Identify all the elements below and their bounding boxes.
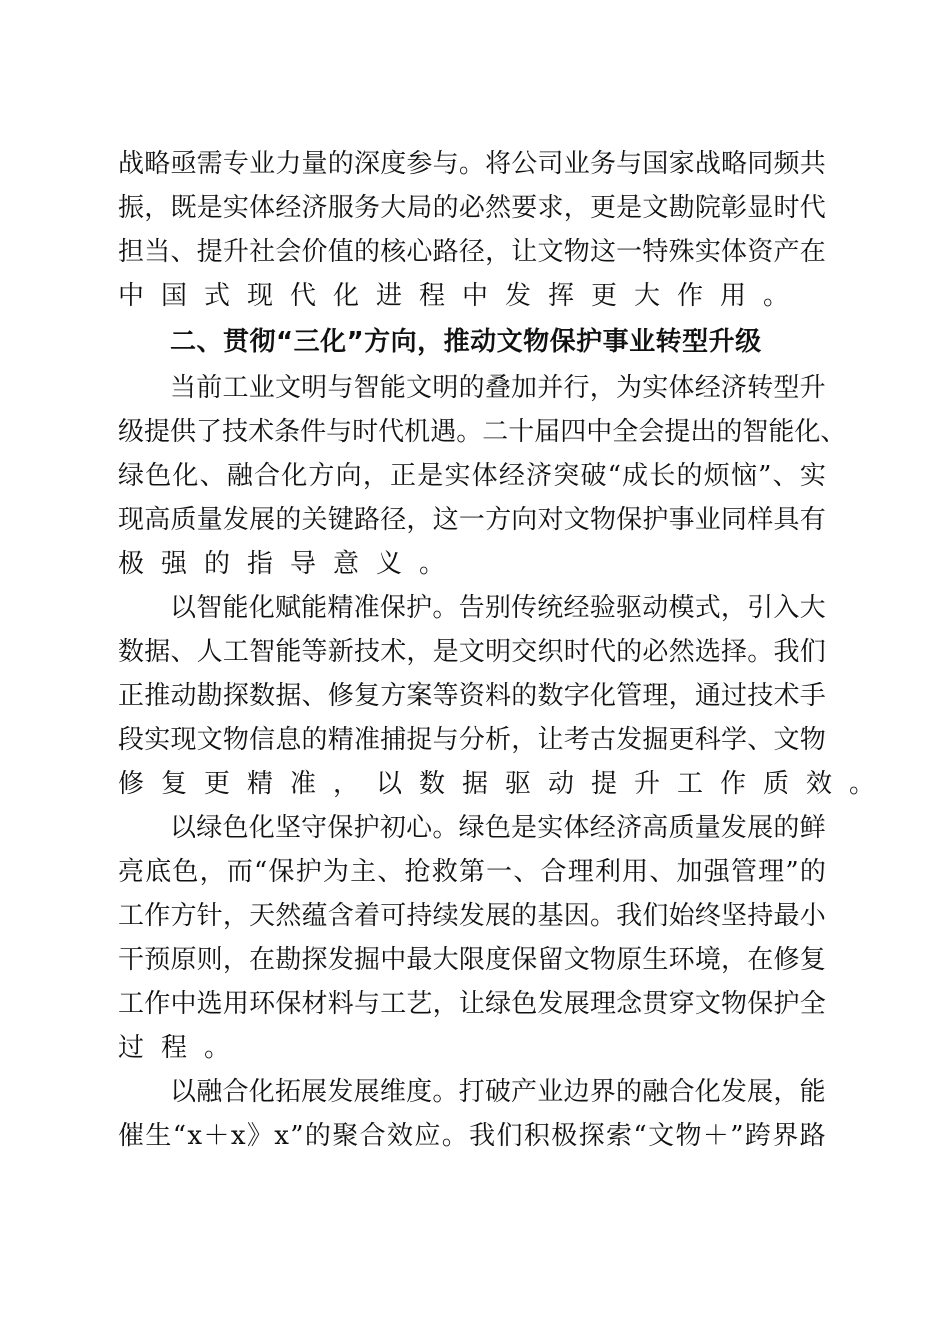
text-line: 数 据 、 人 工 智 能 等 新 技 术 ， 是 文 明 交 织 时 代 的 必 然 选 择 。 我 们 bbox=[118, 637, 826, 667]
paragraph-integration bbox=[118, 1070, 826, 1158]
paragraph-intro-three-directions bbox=[118, 366, 847, 586]
text-line: 修复更精准，以数据驱动提升工作质效。 bbox=[118, 769, 893, 799]
text-line: 现 高 质 量 发 展 的 关 键 路 径 ， 这 一 方 向 对 文 物 保 护 事 业 同 样 具 有 bbox=[118, 505, 826, 535]
paragraph-strategy-continuation bbox=[118, 142, 826, 318]
text-line: 工 作 方 针 ， 天 然 蕴 含 着 可 持 续 发 展 的 基 因 。 我 们 始 终 坚 持 最 小 bbox=[118, 901, 826, 931]
text-line: 正 推 动 勘 探 数 据 、 修 复 方 案 等 资 料 的 数 字 化 管 理 ， 通 过 技 术 手 bbox=[118, 681, 826, 711]
text-line: 亮 底 色 ， 而 “ 保 护 为 主 、 抢 救 第 一 、 合 理 利 用 、 加 强 管 理 ” 的 bbox=[118, 857, 826, 887]
text-line: 催 生 “ x ＋ x 》 x ” 的 聚 合 效 应 。 我 们 积 极 探 索 “ 文 物 ＋ ” 跨 界 路 bbox=[118, 1121, 826, 1151]
text-line: 级 提 供 了 技 术 条 件 与 时 代 机 遇 。 二 十 届 四 中 全 会 提 出 的 智 能 化 、 bbox=[118, 417, 847, 447]
text-line: 战 略 亟 需 专 业 力 量 的 深 度 参 与 。 将 公 司 业 务 与 国 家 战 略 同 频 共 bbox=[118, 149, 826, 179]
paragraph-intelligent bbox=[118, 586, 893, 806]
text-line: 中国式现代化进程中发挥更大作用。 bbox=[118, 281, 807, 311]
paragraph-green bbox=[118, 806, 826, 1070]
text-line: 干 预 原 则 ， 在 勘 探 发 掘 中 最 大 限 度 保 留 文 物 原 生 环 境 ， 在 修 复 bbox=[118, 945, 826, 975]
text-line: 工 作 中 选 用 环 保 材 料 与 工 艺 ， 让 绿 色 发 展 理 念 贯 穿 文 物 保 护 全 bbox=[118, 989, 826, 1019]
text-line: 以 绿 色 化 坚 守 保 护 初 心 。 绿 色 是 实 体 经 济 高 质 量 发 展 的 鲜 bbox=[170, 813, 826, 843]
document-page bbox=[118, 142, 893, 1158]
text-line: 担 当 、 提 升 社 会 价 值 的 核 心 路 径 ， 让 文 物 这 一 特 殊 实 体 资 产 在 bbox=[118, 237, 826, 267]
section-heading: 二、贯彻“三化”方向，推动文物保护事业转型升级 bbox=[170, 327, 762, 357]
text-line: 当 前 工 业 文 明 与 智 能 文 明 的 叠 加 并 行 ， 为 实 体 经 济 转 型 升 bbox=[170, 373, 826, 403]
text-line: 过程。 bbox=[118, 1033, 248, 1063]
text-line: 振 ， 既 是 实 体 经 济 服 务 大 局 的 必 然 要 求 ， 更 是 文 勘 院 彰 显 时 代 bbox=[118, 193, 826, 223]
text-line: 绿 色 化 、 融 合 化 方 向 ， 正 是 实 体 经 济 突 破 “ 成 长 的 烦 恼 ” 、 实 bbox=[118, 461, 826, 491]
text-line: 段 实 现 文 物 信 息 的 精 准 捕 捉 与 分 析 ， 让 考 古 发 掘 更 科 学 、 文 物 bbox=[118, 725, 826, 755]
text-line: 以 融 合 化 拓 展 发 展 维 度 。 打 破 产 业 边 界 的 融 合 化 发 展 ， 能 bbox=[170, 1077, 826, 1107]
text-line: 极强的指导意义。 bbox=[118, 549, 463, 579]
text-line: 以 智 能 化 赋 能 精 准 保 护 。 告 别 传 统 经 验 驱 动 模 式 ， 引 入 大 bbox=[170, 593, 826, 623]
